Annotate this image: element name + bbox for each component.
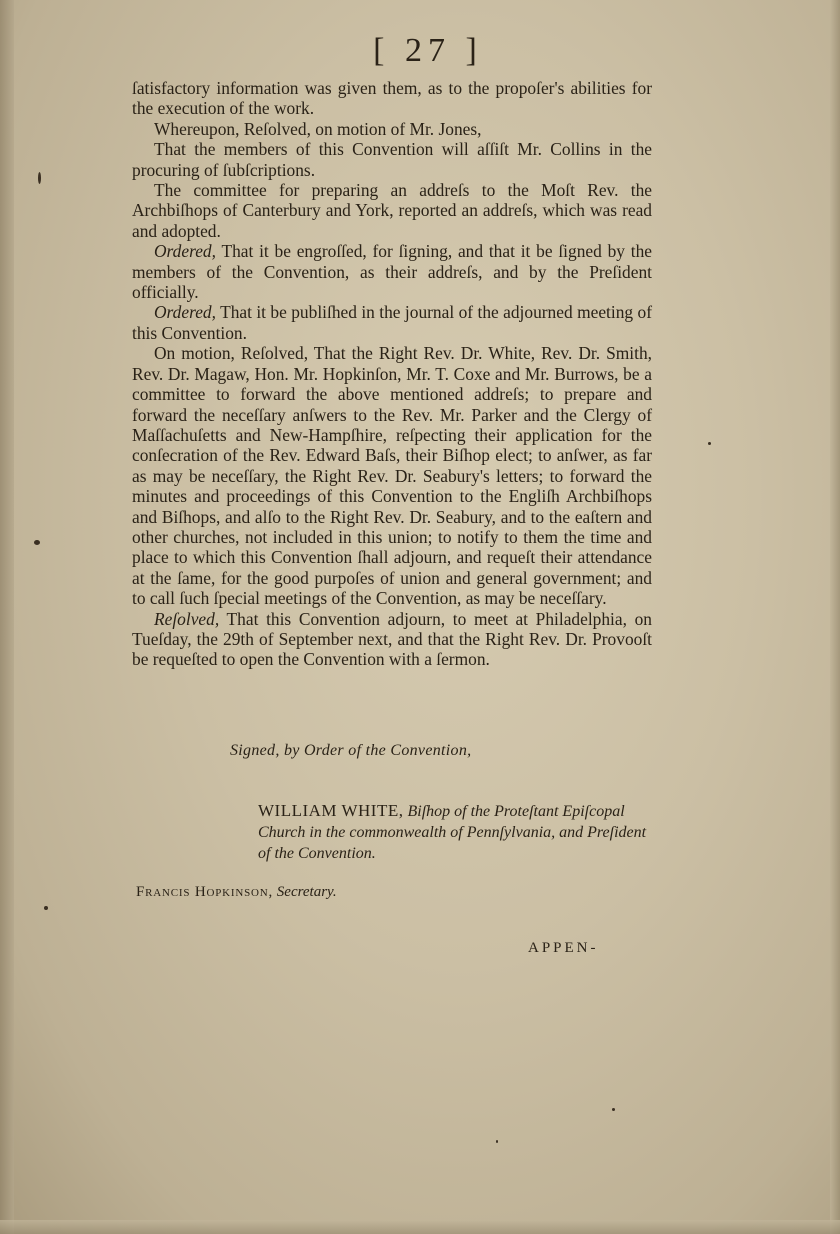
secretary-line [136, 884, 337, 901]
page-bottom-edge [0, 1220, 840, 1234]
secretary-role: Secretary. [273, 884, 337, 900]
speck [496, 1140, 498, 1143]
body-text [132, 78, 652, 670]
paragraph: The committee for preparing an addreſs to the Moſt Rev. the Archbiſhops of Canterbury and York, reported an addreſs, which was read and adopted. [132, 180, 652, 241]
paragraph: ſatisfactory information was given them, as to the propoſer's abilities for the execution of the work. [132, 78, 652, 119]
paragraph: Reſolved, That this Convention adjourn, to meet at Philadelphia, on Tueſday, the 29th of September next, and that the Right Rev. Dr. Provooſt be requeſted to open the Convention with a ſermon. [132, 608, 652, 670]
speck [34, 540, 40, 545]
signer-title: Biſhop of the Proteſtant Epiſcopal Church in the commonwealth of Pennſylvania, and Preſident of the Convention. [258, 803, 647, 862]
speck [708, 442, 711, 445]
paragraph: Whereupon, Reſolved, on motion of Mr. Jones, [154, 118, 482, 139]
catchword: APPEN- [528, 940, 599, 956]
speck [612, 1108, 615, 1111]
page-right-edge [830, 0, 840, 1234]
page-left-edge [0, 0, 14, 1234]
secretary-name: Francis Hopkinson, [136, 884, 274, 900]
paragraph: Ordered, That it be publiſhed in the journal of the adjourned meeting of this Convention. [132, 302, 652, 343]
speck [44, 906, 48, 910]
paragraph: On motion, Reſolved, That the Right Rev. Dr. White, Rev. Dr. Smith, Rev. Dr. Magaw, Hon. Mr. Hopkinſon, Mr. T. Coxe and Mr. Burrows, be a committee to forward the above mentioned addreſs; to prepare and forward the neceſſary anſwers to the Rev. Mr. Parker and the Clergy of Maſſachuſetts and New-Hampſhire, reſpecting their application for the conſecration of the Rev. Edward Baſs, their Biſhop elect; to anſwer, as far as may be neceſſary, the Right Rev. Dr. Seabury's letters; to forward the minutes and proceedings of this Convention to the Engliſh Archbiſhops and Biſhops, and alſo to the Right Rev. Dr. Seabury, and to the eaſtern and other churches, not included in this union; to notify to them the time and place to which this Convention ſhall adjourn, and requeſt their attendance at the ſame, for the good purpoſes of union and general government; and to call ſuch ſpecial meetings of the Convention, as may be neceſſary. [132, 343, 652, 609]
speck [38, 172, 41, 184]
page-number: [ 27 ] [373, 32, 483, 69]
paragraph: That the members of this Convention will aſſiſt Mr. Collins in the procuring of ſubſcriptions. [132, 139, 652, 180]
signer-block [258, 800, 648, 864]
signer-name: WILLIAM WHITE, [258, 801, 404, 820]
paragraph: Ordered, That it be engroſſed, for ſigning, and that it be ſigned by the members of the Convention, as their addreſs, and by the Preſident officially. [132, 241, 652, 303]
signed-line: Signed, by Order of the Convention, [230, 742, 472, 759]
